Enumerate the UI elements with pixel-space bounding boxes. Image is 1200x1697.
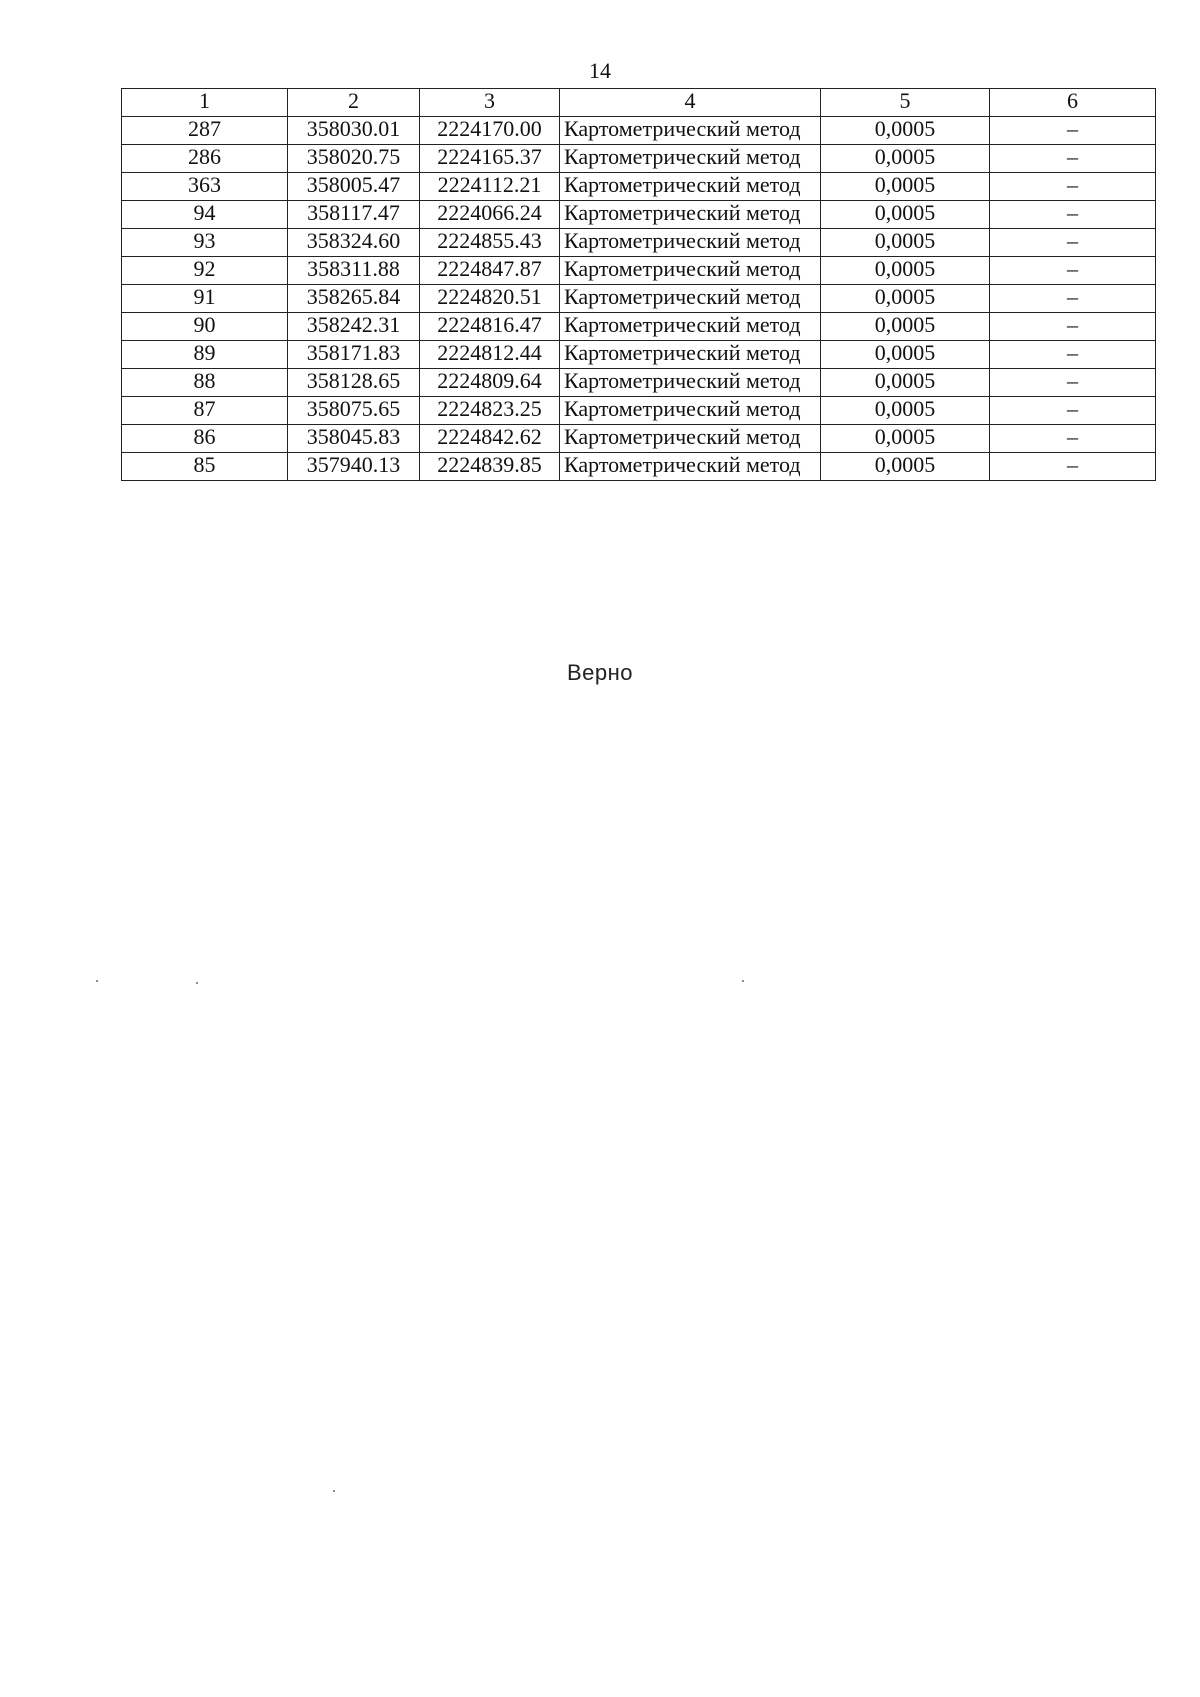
table-cell: – (990, 453, 1156, 481)
table-row (122, 397, 1156, 425)
table-cell: 358005.47 (288, 173, 420, 201)
table-cell: 89 (122, 341, 288, 369)
table-cell: – (990, 313, 1156, 341)
table-cell: 0,0005 (821, 313, 990, 341)
column-header: 3 (420, 89, 560, 117)
table-cell: 0,0005 (821, 341, 990, 369)
table-cell: 2224165.37 (420, 145, 560, 173)
table-cell: Картометрический метод (560, 201, 821, 229)
table-cell: 0,0005 (821, 201, 990, 229)
table-cell: 2224812.44 (420, 341, 560, 369)
table-cell: Картометрический метод (560, 229, 821, 257)
table-row (122, 425, 1156, 453)
table-row (122, 117, 1156, 145)
table-cell: 0,0005 (821, 397, 990, 425)
table-row (122, 173, 1156, 201)
table-cell: 0,0005 (821, 257, 990, 285)
table-cell: 88 (122, 369, 288, 397)
table-cell: 358311.88 (288, 257, 420, 285)
table-cell: – (990, 145, 1156, 173)
column-header: 4 (560, 89, 821, 117)
table-cell: – (990, 397, 1156, 425)
table-body (122, 89, 1156, 481)
table-cell: 86 (122, 425, 288, 453)
table-cell: 85 (122, 453, 288, 481)
table-cell: 287 (122, 117, 288, 145)
column-header: 6 (990, 89, 1156, 117)
table-cell: 358045.83 (288, 425, 420, 453)
table-cell: 87 (122, 397, 288, 425)
table-cell: – (990, 369, 1156, 397)
table-cell: 358117.47 (288, 201, 420, 229)
table-cell: – (990, 341, 1156, 369)
table-cell: 0,0005 (821, 145, 990, 173)
table-cell: Картометрический метод (560, 453, 821, 481)
table-cell: 286 (122, 145, 288, 173)
table-cell: 2224855.43 (420, 229, 560, 257)
table-row (122, 257, 1156, 285)
table-row (122, 285, 1156, 313)
scan-speck (333, 1490, 335, 1492)
table-cell: 2224823.25 (420, 397, 560, 425)
table-cell: Картометрический метод (560, 397, 821, 425)
table-cell: 358020.75 (288, 145, 420, 173)
scan-speck (742, 980, 744, 982)
table-row (122, 341, 1156, 369)
table-cell: Картометрический метод (560, 425, 821, 453)
verification-stamp: Верно (566, 660, 634, 685)
table-cell: – (990, 201, 1156, 229)
table-cell: Картометрический метод (560, 285, 821, 313)
table-cell: 358242.31 (288, 313, 420, 341)
table-cell: 358265.84 (288, 285, 420, 313)
table-cell: 358030.01 (288, 117, 420, 145)
table-cell: – (990, 257, 1156, 285)
table-cell: 2224820.51 (420, 285, 560, 313)
table-cell: 357940.13 (288, 453, 420, 481)
table-header-row (122, 89, 1156, 117)
table-cell: 0,0005 (821, 369, 990, 397)
table-cell: Картометрический метод (560, 313, 821, 341)
table-cell: Картометрический метод (560, 257, 821, 285)
table-cell: Картометрический метод (560, 341, 821, 369)
table-cell: 0,0005 (821, 425, 990, 453)
table-cell: 2224839.85 (420, 453, 560, 481)
table-cell: 2224112.21 (420, 173, 560, 201)
table-cell: 2224842.62 (420, 425, 560, 453)
table-cell: 90 (122, 313, 288, 341)
table-cell: 358128.65 (288, 369, 420, 397)
table-cell: 363 (122, 173, 288, 201)
column-header: 1 (122, 89, 288, 117)
scan-speck (196, 982, 198, 984)
table-cell: 358324.60 (288, 229, 420, 257)
table-cell: 2224809.64 (420, 369, 560, 397)
table-cell: Картометрический метод (560, 117, 821, 145)
table-cell: 93 (122, 229, 288, 257)
table-cell: 2224170.00 (420, 117, 560, 145)
table-cell: 2224066.24 (420, 201, 560, 229)
table-row (122, 229, 1156, 257)
table-row (122, 369, 1156, 397)
table-row (122, 145, 1156, 173)
table-cell: – (990, 117, 1156, 145)
column-header: 2 (288, 89, 420, 117)
table-cell: 2224816.47 (420, 313, 560, 341)
table-cell: 358075.65 (288, 397, 420, 425)
table-row (122, 201, 1156, 229)
table-cell: 91 (122, 285, 288, 313)
table-cell: 0,0005 (821, 117, 990, 145)
column-header: 5 (821, 89, 990, 117)
table-cell: – (990, 425, 1156, 453)
table-cell: Картометрический метод (560, 145, 821, 173)
table-cell: 0,0005 (821, 173, 990, 201)
table-cell: 0,0005 (821, 285, 990, 313)
table-cell: 92 (122, 257, 288, 285)
coordinates-table (121, 88, 1156, 481)
table-row (122, 313, 1156, 341)
page-number: 14 (589, 58, 611, 83)
table-cell: Картометрический метод (560, 369, 821, 397)
table-cell: 0,0005 (821, 453, 990, 481)
table-row (122, 453, 1156, 481)
table-cell: 94 (122, 201, 288, 229)
table-cell: 0,0005 (821, 229, 990, 257)
table-cell: Картометрический метод (560, 173, 821, 201)
table-cell: – (990, 173, 1156, 201)
table-cell: 2224847.87 (420, 257, 560, 285)
table-cell: – (990, 229, 1156, 257)
table-cell: – (990, 285, 1156, 313)
scan-speck (96, 980, 98, 982)
table-cell: 358171.83 (288, 341, 420, 369)
